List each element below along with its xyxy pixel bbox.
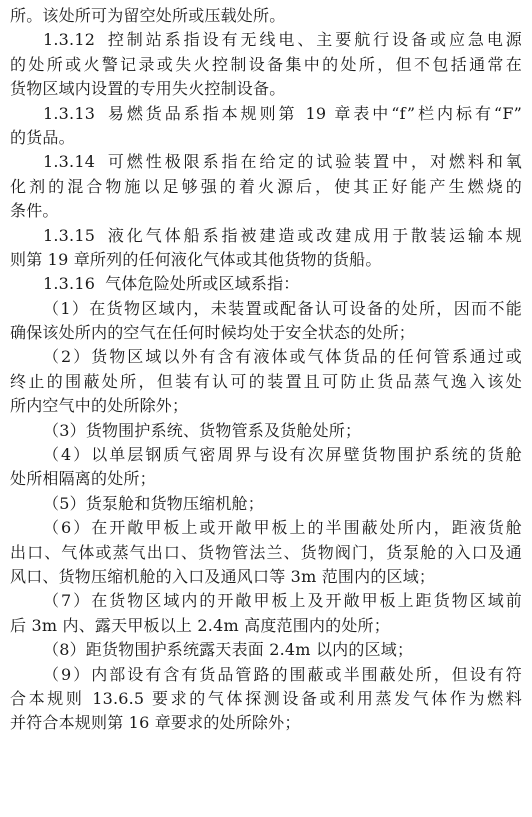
line-text: （3）货物围护系统、货物管系及货舱处所； [43, 420, 362, 440]
text-line [10, 102, 522, 126]
line-text: 可燃性极限系指在给定的试验装置中，对燃料和氧 [105, 152, 522, 172]
line-text: 所内空气中的处所除外； [10, 396, 189, 416]
text-line [10, 297, 522, 321]
text-line [10, 224, 522, 248]
line-text: 确保该处所内的空气在任何时候均处于安全状态的处所； [10, 323, 416, 343]
line-text: 的处所或火警记录或失火控制设备集中的处所，但不包括通常在 [10, 54, 522, 74]
text-line [10, 394, 522, 418]
line-text: （4）以单层钢质气密周界与设有次屏壁货物围护系统的货舱 [43, 445, 522, 465]
line-text: （9）内部设有含有货品管路的围蔽或半围蔽处所，但设有符 [43, 664, 522, 684]
line-text: 货物区域内设置的专用失火控制设备。 [10, 79, 286, 99]
line-text: 化剂的混合物施以足够强的着火源后，使其正好能产生燃烧的 [10, 176, 522, 196]
text-line [10, 199, 522, 223]
text-line [10, 150, 522, 174]
line-text: 风口、货物压缩机舱的入口及通风口等 3m 范围内的区域； [10, 566, 436, 586]
clause-number: 1.3.12 [43, 30, 96, 50]
text-line [10, 638, 522, 662]
clause-number: 1.3.14 [43, 152, 96, 172]
text-line [10, 492, 522, 516]
text-line [10, 370, 522, 394]
line-text: 后 3m 内、露天甲板以上 2.4m 高度范围内的处所； [10, 615, 390, 635]
text-line [10, 443, 522, 467]
text-line [10, 345, 522, 369]
line-text: 易燃货品系指本规则第 19 章表中“f”栏内标有“F” [105, 103, 522, 123]
clause-number: 1.3.16 [43, 274, 96, 294]
line-text: （5）货泵舱和货物压缩机舱； [43, 493, 264, 513]
clause-number: 1.3.15 [43, 225, 96, 245]
line-text: 出口、气体或蒸气出口、货物管法兰、货物阀门，货泵舱的入口及通 [10, 542, 522, 562]
text-line [10, 248, 522, 272]
clause-number: 1.3.13 [43, 103, 96, 123]
line-text: 条件。 [10, 201, 59, 221]
line-text: 则第 19 章所列的任何液化气体或其他货物的货船。 [10, 249, 382, 269]
line-text: 控制站系指设有无线电、主要航行设备或应急电源 [105, 30, 522, 50]
line-text: 的货品。 [10, 127, 75, 147]
text-line [10, 589, 522, 613]
line-text: （6）在开敞甲板上或开敞甲板上的半围蔽处所内，距液货舱 [43, 518, 522, 538]
text-line [10, 711, 522, 735]
text-line [10, 687, 522, 711]
text-line [10, 321, 522, 345]
text-line [10, 565, 522, 589]
text-line [10, 541, 522, 565]
text-line [10, 4, 522, 28]
line-text: 处所相隔离的处所； [10, 469, 156, 489]
line-text: 所。该处所可为留空处所或压载处所。 [10, 6, 286, 25]
text-line [10, 467, 522, 491]
text-line [10, 126, 522, 150]
line-text: 并符合本规则第 16 章要求的处所除外； [10, 713, 301, 733]
line-text: （8）距货物围护系统露天表面 2.4m 以内的区域； [43, 640, 414, 660]
line-text: 气体危险处所或区域系指： [105, 274, 300, 294]
text-line [10, 614, 522, 638]
line-text: （1）在货物区域内，未装置或配备认可设备的处所，因而不能 [43, 298, 522, 318]
line-text: 合本规则 13.6.5 要求的气体探测设备或利用蒸发气体作为燃料 [10, 688, 522, 708]
text-line [10, 419, 522, 443]
text-line [10, 272, 522, 296]
text-line [10, 28, 522, 52]
text-line [10, 175, 522, 199]
line-text: （2）货物区域以外有含有液体或气体货品的任何管系通过或 [43, 347, 522, 367]
text-line [10, 516, 522, 540]
line-text: 液化气体船系指被建造或改建成用于散装运输本规 [105, 225, 522, 245]
line-text: （7）在货物区域内的开敞甲板上及开敞甲板上距货物区域前 [43, 591, 522, 611]
text-line [10, 53, 522, 77]
line-text: 终止的围蔽处所，但装有认可的装置且可防止货品蒸气逸入该处 [10, 371, 522, 391]
text-line [10, 663, 522, 687]
text-line [10, 77, 522, 101]
